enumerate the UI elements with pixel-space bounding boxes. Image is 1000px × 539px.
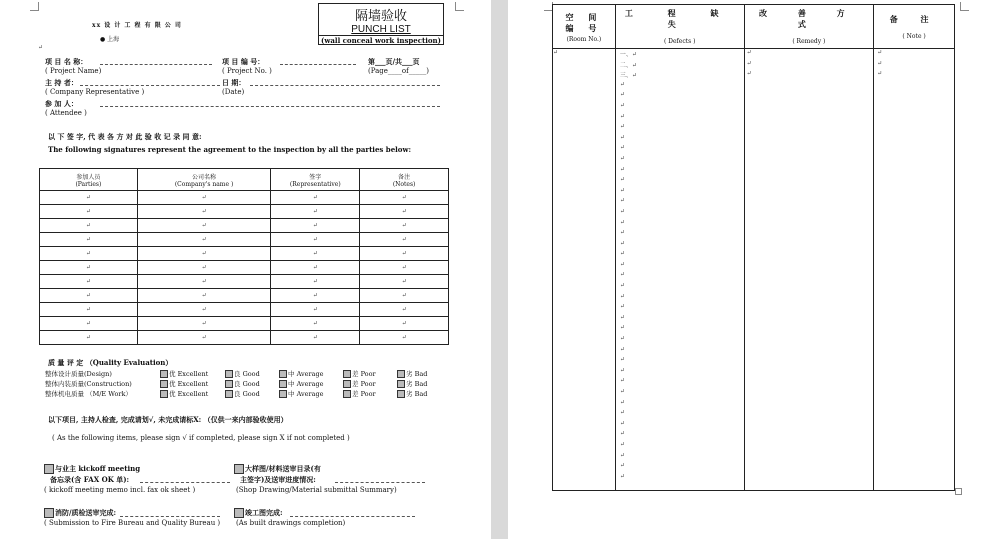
signature-cell[interactable]: ↵ (271, 275, 360, 289)
signature-cell[interactable]: ↵ (137, 205, 271, 219)
signature-row (40, 331, 449, 345)
signature-cell[interactable]: ↵ (360, 303, 449, 317)
table-line: ↵ (619, 356, 625, 364)
page-en: (Page____of_____) (368, 67, 429, 75)
room-no-cell[interactable]: ↵ (553, 49, 616, 491)
checklist-item-as-built[interactable]: 竣工图完成: (234, 508, 283, 518)
quality-option[interactable] (160, 379, 208, 388)
table-line: ↵ (619, 472, 625, 480)
defects-cell[interactable] (615, 49, 744, 491)
signature-cell[interactable]: ↵ (271, 303, 360, 317)
signature-table-header (40, 169, 449, 191)
signature-row (40, 233, 449, 247)
quality-option-label: 良 Good (234, 370, 260, 378)
quality-row (45, 389, 485, 399)
checkbox[interactable] (160, 380, 168, 388)
signature-cell[interactable]: ↵ (137, 289, 271, 303)
kickoff-field[interactable] (140, 482, 230, 483)
title-subtitle: (wall conceal work inspection) (319, 35, 443, 45)
table-line: ↵ (877, 49, 883, 56)
table-line: ↵ (619, 176, 625, 184)
checkbox[interactable] (279, 380, 287, 388)
table-line: ↵ (619, 282, 625, 290)
signature-cell[interactable]: ↵ (271, 205, 360, 219)
fire-bureau-field[interactable] (120, 516, 220, 517)
checkbox[interactable] (44, 464, 54, 474)
document-page-1: xx 设 计 工 程 有 限 公 司 ● 上海 隔墙验收 PUNCH LIST (wall conceal work inspection) ↵ 项 目 名 称： ( Project Name) 项 目 编 号： ( Project No. ) 第___页/共___页 (Page____of_____) 主 持 者： ( Company Representative ) 日 期： (Date) 参 加 人： ( Attendee ) 以 下 签 字, 代 表 各 方 对 此 验 收 记 录 同 意: The following signatures represent the agreement to the inspection by all the parties below: 参加人员 (Parties) 公司名称 (Company's name ) 签字 (Representative) 备注 (Notes) ↵ ↵ ↵ ↵ ↵ ↵ ↵ ↵ ↵ ↵ ↵ ↵ ↵ ↵ ↵ ↵ ↵ ↵ ↵ ↵ ↵ ↵ ↵ ↵ ↵ ↵ ↵ ↵ ↵ ↵ ↵ ↵ ↵ ↵ ↵ ↵ ↵ ↵ ↵ ↵ ↵ ↵ ↵ ↵ 质 量 评 定 （Quality Evaluation） 整体设计质量(Design) 优 Excellent 良 Good 中 Average 差 Poor 劣 Bad 整体内装质量(Construction) 优 Excellent 良 Good 中 Average 差 Poor 劣 Bad 整体机电质量 （M/E Work） 优 Excellent 良 Good 中 Average 差 Poor 劣 Bad 以下项目, 主持人检查, 完成请划√, 未完成请标X: （仅供一来内部验收使用） ( As the following items, please sign √ if completed, please sign X if not completed ) 与业主 kickoff meeting 备忘录(含 FAX OK 单): ( kickoff meeting memo incl. fax ok sheet ) 大样图/材料送审目录(有 主签字)及送审进度情况: (Shop Drawing/Material submittal Summary) 消防/质检送审完成: ( Submission to Fire Bureau and Quality Bureau ) 竣工图完成: (As built drawings completion) (0, 0, 491, 539)
table-line: ↵ (619, 430, 625, 438)
title-en: PUNCH LIST (351, 24, 411, 35)
table-line: ↵ (619, 260, 625, 268)
quality-option[interactable] (160, 389, 208, 398)
title-box (318, 3, 444, 45)
date-field[interactable] (250, 85, 440, 86)
signature-cell[interactable]: ↵ (271, 247, 360, 261)
checklist-item-shop-drawing[interactable]: 大样图/材料送审目录(有 (234, 464, 321, 474)
defects-table-header (553, 5, 955, 49)
quality-option-label: 中 Average (288, 380, 324, 388)
checkbox[interactable] (343, 390, 351, 398)
signature-cell[interactable]: ↵ (40, 261, 138, 275)
checkbox[interactable] (343, 370, 351, 378)
table-line: ↵ (619, 80, 625, 88)
quality-option[interactable] (343, 389, 376, 398)
table-line: ↵ (619, 303, 625, 311)
quality-option-label: 优 Excellent (169, 390, 209, 398)
checklist-item-fire-bureau-en: ( Submission to Fire Bureau and Quality Bureau ) (44, 519, 221, 527)
checkbox[interactable] (225, 390, 233, 398)
defects-table (552, 4, 955, 491)
signature-row (40, 303, 449, 317)
signature-cell[interactable]: ↵ (137, 261, 271, 275)
quality-option[interactable] (225, 369, 260, 378)
signature-cell[interactable]: ↵ (271, 289, 360, 303)
checklist-item-kickoff-line2: 备忘录(含 FAX OK 单): (50, 475, 130, 484)
header-defects: 工 程 缺 失 ( Defects ) (615, 5, 744, 49)
quality-option-label: 劣 Bad (406, 380, 428, 388)
signature-row (40, 275, 449, 289)
crop-mark (455, 2, 464, 11)
quality-option[interactable] (279, 369, 324, 378)
header-remedy: 改 善 方 式 ( Remedy ) (744, 5, 874, 49)
signature-cell[interactable]: ↵ (360, 247, 449, 261)
signature-cell[interactable]: ↵ (360, 191, 449, 205)
table-line: ↵ (619, 154, 625, 162)
checkbox[interactable] (234, 508, 244, 518)
checkbox[interactable] (44, 508, 54, 518)
quality-option[interactable] (397, 369, 427, 378)
rep-label: 主 持 者： (45, 78, 78, 87)
company-name: xx 设 计 工 程 有 限 公 司 (92, 22, 182, 29)
table-line: ↵ (619, 388, 625, 395)
table-line: ↵ (619, 366, 625, 374)
signature-cell[interactable]: ↵ (40, 275, 138, 289)
signature-cell[interactable]: ↵ (40, 303, 138, 317)
table-line: ↵ (619, 207, 625, 215)
quality-option-label: 优 Excellent (169, 370, 209, 378)
quality-option[interactable] (397, 379, 427, 388)
signature-cell[interactable]: ↵ (137, 303, 271, 317)
signature-cell[interactable]: ↵ (360, 233, 449, 247)
checklist-item-shop-drawing-en: (Shop Drawing/Material submittal Summary) (236, 486, 397, 494)
signature-cell[interactable]: ↵ (271, 219, 360, 233)
checkbox[interactable] (225, 370, 233, 378)
table-line: ↵ (619, 218, 625, 226)
signature-cell[interactable]: ↵ (271, 233, 360, 247)
checkbox[interactable] (160, 390, 168, 398)
quality-option[interactable] (279, 389, 324, 398)
date-label: 日 期： (222, 78, 246, 87)
checkbox[interactable] (397, 380, 405, 388)
signature-cell[interactable]: ↵ (271, 191, 360, 205)
signature-row (40, 191, 449, 205)
rep-field[interactable] (80, 85, 220, 86)
checkbox[interactable] (397, 370, 405, 378)
table-line: ↵ (619, 292, 625, 300)
signature-row (40, 205, 449, 219)
signature-cell[interactable]: ↵ (360, 219, 449, 233)
table-line: ↵ (619, 133, 625, 141)
signature-table (39, 168, 449, 345)
quality-option-label: 良 Good (234, 380, 260, 388)
project-no-field[interactable] (280, 64, 356, 65)
signature-cell[interactable]: ↵ (271, 317, 360, 331)
attendee-en: ( Attendee ) (45, 109, 87, 117)
table-line: ↵ (619, 197, 625, 205)
signature-cell[interactable]: ↵ (40, 289, 138, 303)
remedy-cell[interactable] (744, 49, 874, 491)
table-line: ↵ (746, 70, 752, 78)
as-built-field[interactable] (290, 516, 415, 517)
checklist-item-shop-drawing-line2: 主签字)及送审进度情况: (240, 475, 316, 484)
quality-option-label: 差 Poor (352, 390, 376, 398)
signature-cell[interactable]: ↵ (360, 317, 449, 331)
quality-option-label: 劣 Bad (406, 390, 428, 398)
table-line: ↵ (619, 123, 625, 131)
signature-cell[interactable]: ↵ (271, 331, 360, 345)
quality-option[interactable] (225, 379, 260, 388)
quality-option-label: 优 Excellent (169, 380, 209, 388)
table-line: ↵ (619, 451, 625, 459)
header-representative: 签字 (Representative) (271, 169, 360, 191)
attendee-label: 参 加 人： (45, 99, 78, 108)
checkbox[interactable] (160, 370, 168, 378)
header-room-no: 空 间 编 号 (Room No.) (553, 5, 616, 49)
agreement-en: The following signatures represent the agreement to the inspection by all the parties below: (48, 145, 412, 154)
signature-cell[interactable]: ↵ (40, 317, 138, 331)
checkbox[interactable] (279, 390, 287, 398)
signature-cell[interactable]: ↵ (360, 331, 449, 345)
table-line: ↵ (619, 112, 625, 120)
table-line: ↵ (619, 186, 625, 194)
table-line: ↵ (746, 59, 752, 67)
header-parties: 参加人员 (Parties) (40, 169, 138, 191)
header-notes: 备注 (Notes) (360, 169, 449, 191)
title-cn: 隔墙验收 (354, 9, 407, 24)
checkbox[interactable] (397, 390, 405, 398)
table-line: 三、↵ (619, 72, 637, 80)
table-line: ↵ (619, 345, 625, 353)
table-line: ↵ (619, 165, 625, 173)
table-line: ↵ (619, 409, 625, 417)
signature-cell[interactable]: ↵ (360, 261, 449, 275)
signature-cell[interactable]: ↵ (40, 219, 138, 233)
quality-option-label: 中 Average (288, 370, 324, 378)
checkbox[interactable] (343, 380, 351, 388)
table-line: ↵ (619, 229, 625, 237)
checklist-item-kickoff[interactable]: 与业主 kickoff meeting (44, 464, 140, 474)
quality-row (45, 379, 485, 389)
quality-option[interactable] (160, 369, 208, 378)
table-resize-handle[interactable] (955, 488, 962, 495)
checklist-item-kickoff-en: ( kickoff meeting memo incl. fax ok sheet ) (44, 486, 196, 494)
table-line: 二、↵ (619, 61, 637, 69)
signature-cell[interactable]: ↵ (40, 247, 138, 261)
date-en: (Date) (222, 88, 245, 96)
page-label: 第___页/共___页 (368, 57, 420, 66)
table-line: ↵ (619, 313, 625, 321)
signature-row (40, 289, 449, 303)
note-cell[interactable] (874, 49, 955, 491)
checklist-instruction-en: ( As the following items, please sign √ if completed, please sign X if not completed ) (52, 434, 350, 442)
table-line: ↵ (619, 239, 625, 247)
table-line: ↵ (619, 271, 625, 279)
signature-cell[interactable]: ↵ (40, 331, 138, 345)
project-no-en: ( Project No. ) (222, 67, 272, 75)
signature-cell[interactable]: ↵ (360, 205, 449, 219)
quality-option[interactable] (279, 379, 324, 388)
checkbox[interactable] (279, 370, 287, 378)
quality-option-label: 中 Average (288, 390, 324, 398)
signature-row (40, 219, 449, 233)
table-line: ↵ (619, 324, 625, 332)
shop-drawing-field[interactable] (335, 482, 425, 483)
project-no-label: 项 目 编 号： (222, 57, 265, 66)
crop-mark (960, 2, 969, 11)
quality-option-label: 差 Poor (352, 370, 376, 378)
quality-option-label: 劣 Bad (406, 370, 428, 378)
quality-option-label: 良 Good (234, 390, 260, 398)
quality-option[interactable] (343, 369, 376, 378)
table-line: 一、↵ (619, 51, 637, 58)
quality-row-label: 整体机电质量 （M/E Work） (45, 390, 132, 398)
quality-row-label: 整体内装质量(Construction) (45, 380, 132, 388)
document-page-2 (508, 0, 1000, 539)
checkbox[interactable] (234, 464, 244, 474)
quality-option[interactable] (343, 379, 376, 388)
signature-cell[interactable]: ↵ (40, 205, 138, 219)
signature-row (40, 247, 449, 261)
table-line: ↵ (619, 91, 625, 99)
signature-cell[interactable]: ↵ (137, 317, 271, 331)
signature-cell[interactable]: ↵ (137, 247, 271, 261)
signature-cell[interactable]: ↵ (137, 233, 271, 247)
table-line: ↵ (877, 70, 883, 78)
table-line: ↵ (619, 462, 625, 470)
quality-option[interactable] (397, 389, 427, 398)
quality-title: 质 量 评 定 （Quality Evaluation） (48, 358, 173, 367)
defects-table-body (553, 49, 955, 491)
signature-cell[interactable]: ↵ (40, 233, 138, 247)
header-company: 公司名称 (Company's name ) (137, 169, 271, 191)
table-line: ↵ (619, 144, 625, 152)
attendee-field[interactable] (100, 106, 440, 107)
signature-cell[interactable]: ↵ (137, 219, 271, 233)
signature-cell[interactable]: ↵ (360, 275, 449, 289)
table-line: ↵ (619, 419, 625, 427)
table-line: ↵ (619, 440, 625, 448)
signature-cell[interactable]: ↵ (40, 191, 138, 205)
agreement-cn: 以 下 签 字, 代 表 各 方 对 此 验 收 记 录 同 意: (48, 132, 202, 141)
table-line: ↵ (619, 377, 625, 385)
crop-mark (30, 2, 39, 11)
company-city: ● 上海 (100, 36, 120, 43)
signature-cell[interactable]: ↵ (271, 261, 360, 275)
table-line: ↵ (619, 250, 625, 258)
project-name-label: 项 目 名 称： (45, 57, 88, 66)
table-line: ↵ (619, 398, 625, 406)
table-line: ↵ (746, 49, 752, 56)
header-note: 备 注 ( Note ) (874, 5, 955, 49)
project-name-field[interactable] (100, 64, 212, 65)
quality-option[interactable] (225, 389, 260, 398)
table-line: ↵ (619, 335, 625, 343)
table-line: ↵ (877, 59, 883, 67)
quality-option-label: 差 Poor (352, 380, 376, 388)
checklist-item-fire-bureau[interactable]: 消防/质检送审完成: (44, 508, 116, 518)
signature-row (40, 317, 449, 331)
checklist-instruction-cn: 以下项目, 主持人检查, 完成请划√, 未完成请标X: （仅供一来内部验收使用） (48, 415, 288, 424)
signature-cell[interactable]: ↵ (137, 275, 271, 289)
signature-cell[interactable]: ↵ (137, 331, 271, 345)
checklist-item-as-built-en: (As built drawings completion) (236, 519, 346, 527)
quality-row (45, 369, 485, 379)
quality-row-label: 整体设计质量(Design) (45, 370, 112, 378)
signature-cell[interactable]: ↵ (360, 289, 449, 303)
rep-en: ( Company Representative ) (45, 88, 145, 96)
signature-row (40, 261, 449, 275)
table-line: ↵ (619, 101, 625, 109)
checkbox[interactable] (225, 380, 233, 388)
signature-cell[interactable]: ↵ (137, 191, 271, 205)
project-name-en: ( Project Name) (45, 67, 102, 75)
